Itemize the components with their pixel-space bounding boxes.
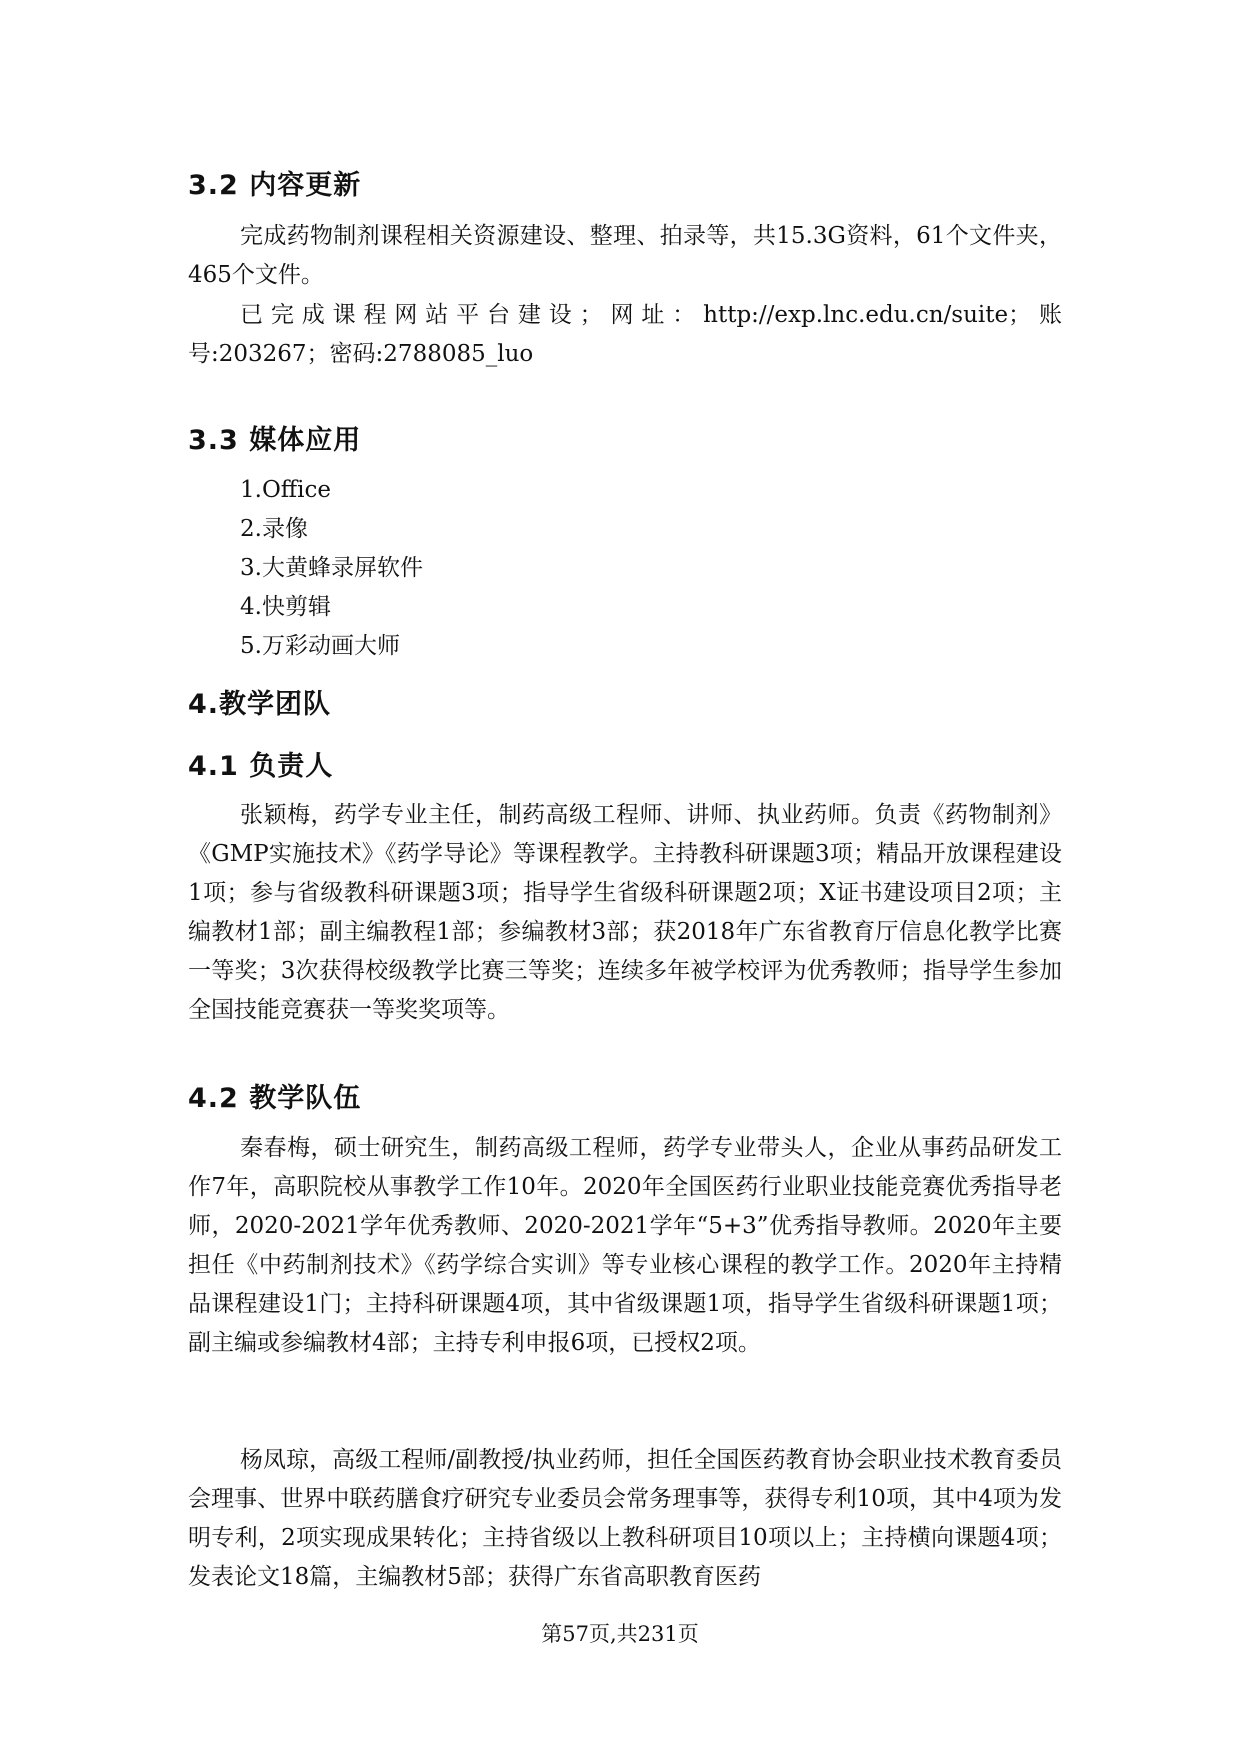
media-list-item: 3.大黄蜂录屏软件 bbox=[240, 555, 423, 581]
section-heading-3-3: 3.3 媒体应用 bbox=[188, 425, 362, 456]
paragraph-teacher-qin: 秦春梅，硕士研究生，制药高级工程师，药学专业带头人，企业从事药品研发工作7年，高职院校从事教学工作10年。2020年全国医药行业职业技能竞赛优秀指导老师，2020-2021学年优秀教师、2020-2021学年“5+3”优秀指导教师。2020年主要担任《中药制剂技术》《药学综合实训》等专业核心课程的教学工作。2020年主持精品课程建设1门；主持科研课题4项，其中省级课题1项，指导学生省级科研课题1项；副主编或参编教材4部；主持专利申报6项，已授权2项。 bbox=[188, 1135, 1062, 1356]
paragraph-leader: 张颖梅，药学专业主任，制药高级工程师、讲师、执业药师。负责《药物制剂》《GMP实施技术》《药学导论》等课程教学。主持教科研课题3项；精品开放课程建设1项；参与省级教科研课题3项；指导学生省级科研课题2项；X证书建设项目2项；主编教材1部；副主编教程1部；参编教材3部；获2018年广东省教育厅信息化教学比赛一等奖；3次获得校级教学比赛三等奖；连续多年被学校评为优秀教师；指导学生参加全国技能竞赛获一等奖奖项等。 bbox=[188, 802, 1062, 1023]
media-list-item: 4.快剪辑 bbox=[240, 594, 331, 620]
section-heading-4-1: 4.1 负责人 bbox=[188, 751, 334, 782]
media-list-item: 5.万彩动画大师 bbox=[240, 633, 400, 659]
section-heading-4: 4.教学团队 bbox=[188, 689, 332, 720]
paragraph-resources: 完成药物制剂课程相关资源建设、整理、拍录等，共15.3G资料，61个文件夹，465个文件。 bbox=[188, 223, 1062, 288]
paragraph-website: 已完成课程网站平台建设；网址：http://exp.lnc.edu.cn/suite；账号:203267；密码:2788085_luo bbox=[188, 302, 1062, 367]
section-heading-4-2: 4.2 教学队伍 bbox=[188, 1083, 362, 1114]
media-list-item: 1.Office bbox=[240, 477, 331, 503]
section-heading-3-2: 3.2 内容更新 bbox=[188, 170, 362, 201]
page-number: 第57页,共231页 bbox=[541, 1622, 699, 1646]
media-list-item: 2.录像 bbox=[240, 516, 308, 542]
paragraph-teacher-yang: 杨凤琼，高级工程师/副教授/执业药师，担任全国医药教育协会职业技术教育委员会理事、世界中联药膳食疗研究专业委员会常务理事等，获得专利10项，其中4项为发明专利，2项实现成果转化；主持省级以上教科研项目10项以上；主持横向课题4项；发表论文18篇，主编教材5部；获得广东省高职教育医药 bbox=[188, 1447, 1062, 1590]
